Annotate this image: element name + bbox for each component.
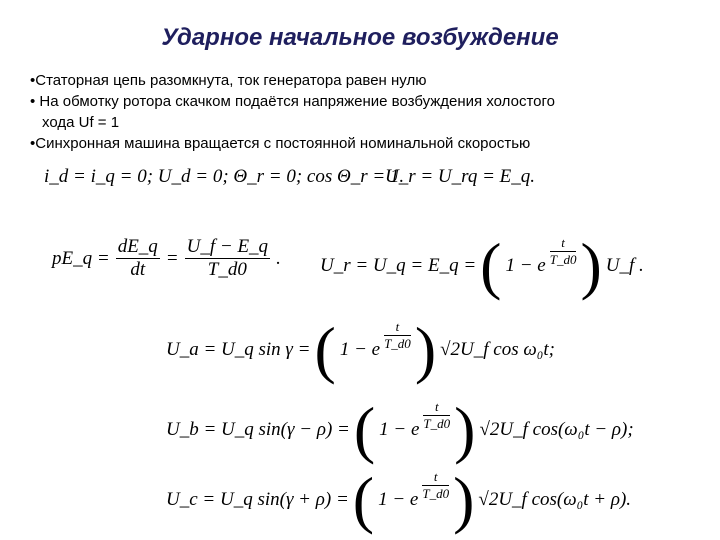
uc-paren-close: ) xyxy=(453,464,475,535)
ur-factor: U_f . xyxy=(605,255,644,276)
deq-den1: dt xyxy=(130,259,146,280)
formula-initial xyxy=(44,166,404,188)
formula-initial-text: i_d = i_q = 0; U_d = 0; Θ_r = 0; cos Θ_r = 1. xyxy=(44,166,405,187)
ub-exponent xyxy=(423,399,450,432)
formula-ub xyxy=(166,394,634,465)
formula-uc xyxy=(166,464,632,535)
ub-rhs: √2U_f cos(ω₀t − ρ); xyxy=(479,419,634,440)
deq-den2: T_d0 xyxy=(207,259,247,280)
ur-one-minus-e: 1 − e xyxy=(505,255,546,276)
uc-paren-open: ( xyxy=(352,464,375,535)
uc-exp-den: T_d0 xyxy=(422,485,450,501)
ur-exp-num: t xyxy=(561,234,565,250)
bullet-speed: •Синхронная машина вращается с постоянной номинальной скоростью xyxy=(30,135,531,152)
ub-one-minus-e: 1 − e xyxy=(379,419,420,440)
bullet-rotor-cont: хода Uf = 1 xyxy=(42,114,120,131)
ua-exp-num: t xyxy=(395,318,400,334)
ua-lhs: U_a = U_q sin γ = xyxy=(166,339,311,360)
slide-title: Ударное начальное возбуждение xyxy=(161,24,559,51)
uc-exponent xyxy=(422,469,449,502)
ur-exp-den: T_d0 xyxy=(549,251,577,267)
ua-paren-close: ) xyxy=(414,314,437,385)
deq-lhs: pE_q = xyxy=(52,247,110,269)
ub-exp-num: t xyxy=(434,398,439,414)
deq-frac1 xyxy=(116,236,160,281)
ua-exp-den: T_d0 xyxy=(384,335,411,351)
bullet-stator: •Статорная цепь разомкнута, ток генератора равен нулю xyxy=(30,72,427,89)
deq-equals: = xyxy=(165,247,179,269)
ur-lhs: U_r = U_q = E_q = xyxy=(320,255,477,276)
bullet-rotor: • На обмотку ротора скачком подаётся напряжение возбуждения холостого xyxy=(30,93,555,110)
ub-paren-open: ( xyxy=(353,394,376,465)
formula-deq xyxy=(52,236,281,281)
ub-lhs: U_b = U_q sin(γ − ρ) = xyxy=(166,419,350,440)
ua-rhs: √2U_f cos ω₀t; xyxy=(440,339,556,360)
deq-frac2 xyxy=(185,236,270,281)
ua-exponent xyxy=(384,319,411,352)
bullet-list xyxy=(30,70,690,154)
ur-paren-open: ( xyxy=(480,230,502,301)
deq-end: . xyxy=(276,247,281,269)
formula-ur xyxy=(320,230,644,301)
uc-exp-num: t xyxy=(433,468,438,484)
ur-paren-close: ) xyxy=(580,230,602,301)
ua-one-minus-e: 1 − e xyxy=(339,339,381,360)
uc-lhs: U_c = U_q sin(γ + ρ) = xyxy=(166,489,349,510)
formula-initial-right-text: U_r = U_rq = E_q. xyxy=(385,166,536,187)
ub-paren-close: ) xyxy=(454,394,476,465)
ub-exp-den: T_d0 xyxy=(423,415,451,431)
ur-exponent xyxy=(550,235,577,268)
ua-paren-open: ( xyxy=(314,314,336,385)
deq-num2: U_f − E_q xyxy=(186,236,269,257)
uc-rhs: √2U_f cos(ω₀t + ρ). xyxy=(478,489,632,510)
formula-initial-right xyxy=(385,166,535,188)
uc-one-minus-e: 1 − e xyxy=(378,489,419,510)
deq-num1: dE_q xyxy=(117,236,158,257)
formula-ua xyxy=(166,314,556,385)
